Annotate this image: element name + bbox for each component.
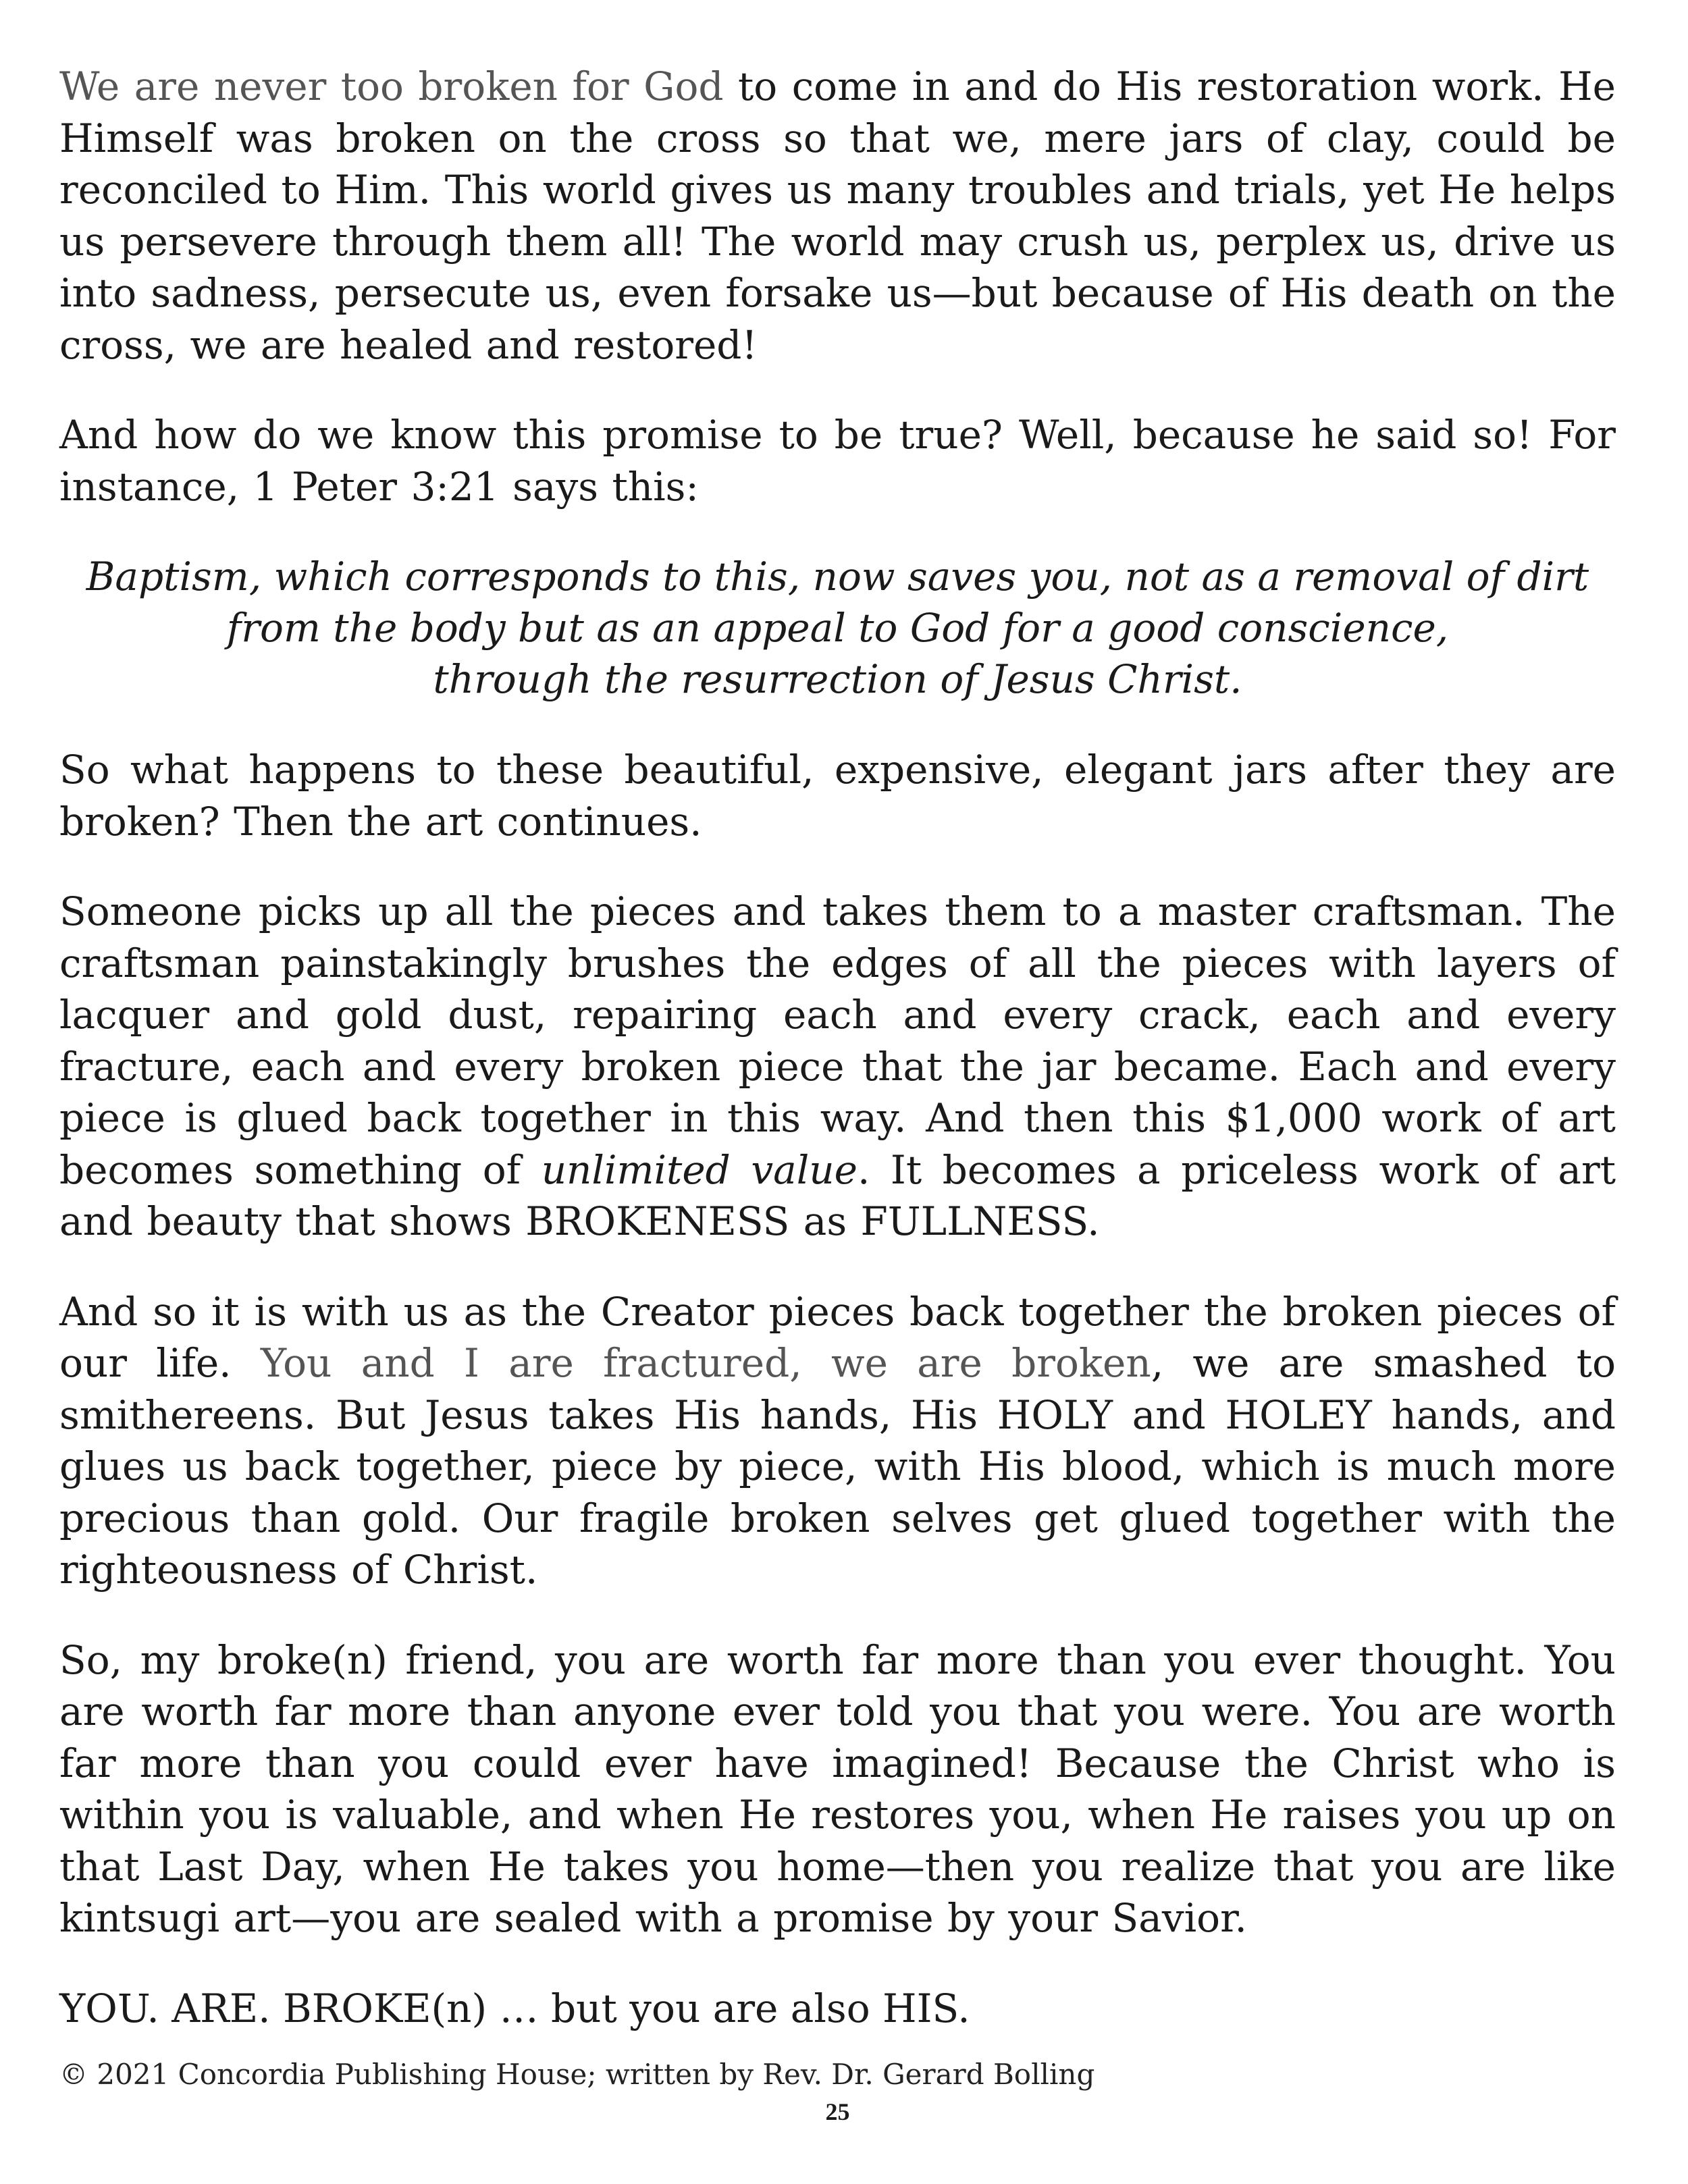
- paragraph-restoration: [59, 61, 1616, 371]
- paragraph-creator: [59, 1286, 1616, 1596]
- paragraph-text: to come in and do His restoration work. He Himself was broken on the cross so that we, mere jars of clay, could be reconciled to Him. This world gives us many troubles and trials, yet He helps us persevere through them all! The world may crush us, perplex us, drive us into sadness, persecute us, even forsake us—but because of His death on the cross, we are healed and restored!: [59, 63, 1616, 368]
- paragraph-craftsman: [59, 886, 1616, 1248]
- paragraph-text: . It becomes a priceless work of art and beauty that shows BROKENESS as FULLNESS.: [59, 1146, 1616, 1244]
- quote-line: through the resurrection of Jesus Christ.: [433, 656, 1242, 702]
- paragraph-text: And so it is with us as the Creator pieces back together the broken pieces of our life.: [59, 1288, 1616, 1386]
- paragraph-promise: And how do we know this promise to be true? Well, because he said so! For instance, 1 Peter 3:21 says this:: [59, 412, 1616, 510]
- paragraph-text: Someone picks up all the pieces and takes them to a master craftsman. The craftsman painstakingly brushes the edges of all the pieces with layers of lacquer and gold dust, repairing each and every crack, each and every fracture, each and every broken piece that the jar became. Each and every piece is glued back together in this way. And then this $1,000 work of art becomes something of: [59, 888, 1616, 1193]
- scripture-quote: [59, 551, 1616, 705]
- page-number: 25: [825, 2098, 850, 2125]
- paragraph-worth: So, my broke(n) friend, you are worth far more than you ever thought. You are worth far more than anyone ever told you that you were. You are worth far more than you could ever have imagined! Because the Christ who is within you is valuable, and when He restores you, when He raises you up on that Last Day, when He takes you home—then you realize that you are like kintsugi art—you are sealed with a promise by your Savior.: [59, 1636, 1616, 1941]
- highlighted-phrase: We are never too broken for God: [59, 63, 724, 109]
- highlighted-phrase: You and I are fractured, we are broken: [260, 1340, 1151, 1386]
- copyright-notice: © 2021 Concordia Publishing House; written by Rev. Dr. Gerard Bolling: [59, 2057, 1095, 2091]
- quote-line: Baptism, which corresponds to this, now saves you, not as a removal of dirt: [86, 554, 1589, 600]
- paragraph-jars: So what happens to these beautiful, expensive, elegant jars after they are broken? Then the art continues.: [59, 747, 1616, 845]
- document-page: [59, 61, 1616, 2126]
- paragraph-text: , we are smashed to smithereens. But Jesus takes His hands, His HOLY and HOLEY hands, and glues us back together, piece by piece, with His blood, which is much more precious than gold. Our fragile broken selves get glued together with the righteousness of Christ.: [59, 1340, 1616, 1593]
- quote-line: from the body but as an appeal to God for a good conscience,: [226, 605, 1449, 651]
- emphasis-text: unlimited value: [541, 1146, 858, 1193]
- closing-line: YOU. ARE. BROKE(n) … but you are also HIS.: [59, 1985, 970, 2031]
